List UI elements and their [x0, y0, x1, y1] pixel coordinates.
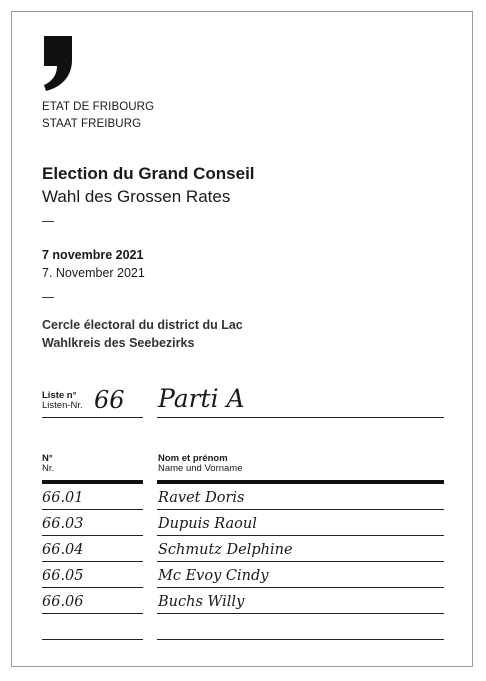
district-fr: Cercle électoral du district du Lac: [42, 318, 243, 332]
candidate-row: [0, 588, 486, 614]
candidate-name: Buchs Willy: [158, 594, 245, 610]
candidate-number: 66.03: [42, 516, 84, 532]
candidate-name: Dupuis Raoul: [158, 516, 257, 532]
district-de: Wahlkreis des Seebezirks: [42, 336, 195, 350]
candidate-number: 66.05: [42, 568, 84, 584]
election-title-fr: Election du Grand Conseil: [42, 164, 255, 183]
list-label-fr: Liste n°: [42, 390, 77, 401]
column-name-header-de: Name und Vorname: [158, 463, 243, 474]
candidate-row: [0, 536, 486, 562]
authority-line-de: STAAT FREIBURG: [42, 118, 142, 130]
row-line: [42, 639, 143, 640]
party-name-line: [157, 417, 444, 418]
candidate-number: 66.06: [42, 594, 84, 610]
separator-dash: [42, 297, 54, 298]
candidate-name: Mc Evoy Cindy: [158, 568, 269, 584]
separator-dash: [42, 221, 54, 222]
candidate-number: 66.01: [42, 490, 84, 506]
column-number-header-de: Nr.: [42, 463, 55, 474]
comma-logo-icon: [42, 34, 74, 92]
authority-line-fr: ETAT DE FRIBOURG: [42, 101, 155, 113]
candidate-row: [0, 510, 486, 536]
party-name: Parti A: [158, 384, 245, 413]
row-line: [157, 639, 444, 640]
election-date-de: 7. November 2021: [42, 266, 145, 280]
election-date-fr: 7 novembre 2021: [42, 248, 144, 262]
candidate-name: Schmutz Delphine: [158, 542, 293, 558]
candidate-row: [0, 484, 486, 510]
candidate-row-empty: [0, 614, 486, 640]
list-label-de: Listen-Nr.: [42, 400, 83, 411]
list-number: 66: [94, 386, 125, 414]
candidate-row: [0, 562, 486, 588]
candidate-name: Ravet Doris: [158, 490, 245, 506]
column-number-header-fr: N°: [42, 453, 53, 464]
column-name-header-fr: Nom et prénom: [158, 453, 228, 464]
list-number-line: [42, 417, 143, 418]
candidate-number: 66.04: [42, 542, 84, 558]
election-title-de: Wahl des Grossen Rates: [42, 187, 231, 206]
